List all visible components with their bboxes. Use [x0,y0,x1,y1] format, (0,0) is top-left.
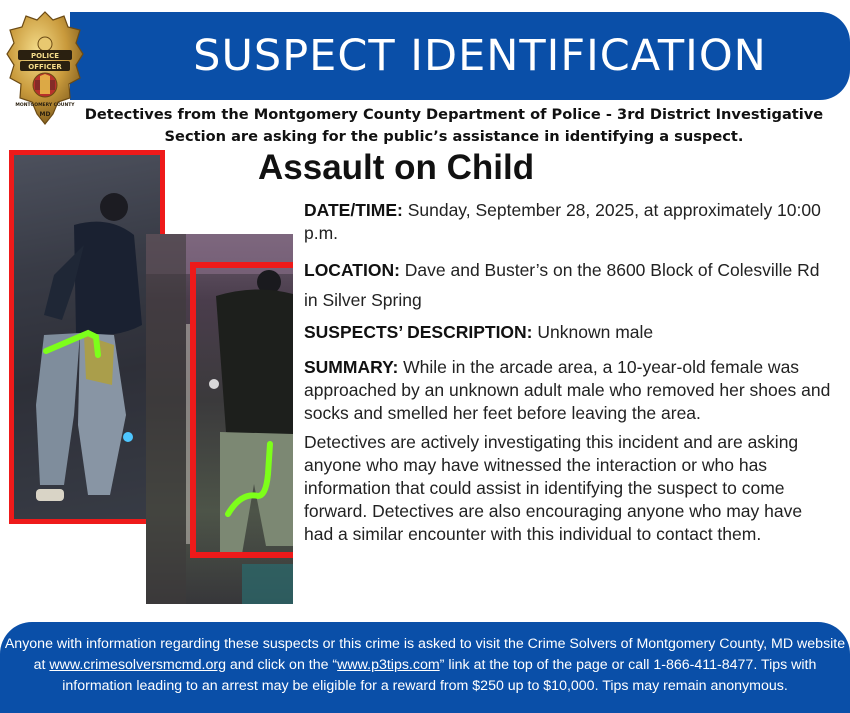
summary-label: SUMMARY: [304,357,399,377]
badge-text-top: POLICE [30,52,60,60]
badge-text-mid: OFFICER [28,63,62,71]
footer-text-1: Anyone with information regarding these suspects or this crime is asked to visit the Crime Solvers of Montgomery County, MD website at [4,636,846,673]
datetime-value: Sunday, September 28, 2025, at approximately 10:00 p.m. [304,200,821,243]
p3tips-link[interactable]: www.p3tips.com [337,657,440,673]
suspects-paragraph [304,321,834,344]
suspects-value: Unknown male [532,322,654,342]
summary-paragraph [304,356,834,425]
location-value: Dave and Buster’s on the 8600 Block of Colesville Rd in Silver Spring [304,260,820,310]
datetime-label: DATE/TIME: [304,200,403,220]
suspects-label: SUSPECTS’ DESCRIPTION: [304,322,533,342]
badge-text-bottom: MONTGOMERY COUNTY [15,103,75,108]
footer-text-3: ” link at the top of the page or call 1-866-411-8477. Tips with information leading to an arrest may be eligible for a reward from $250 up to $10,000. Tips may remain anonymous. [62,657,817,694]
suspect-figure-1 [14,155,160,519]
crimesolvers-link[interactable]: www.crimesolversmcmd.org [49,657,226,673]
case-details [304,199,834,558]
footer-text-2: and click on the “ [225,657,338,673]
location-label: LOCATION: [304,260,400,280]
police-badge-logo [6,10,84,128]
surveillance-photo-1 [9,150,165,524]
summary-value: While in the arcade area, a 10-year-old female was approached by an unknown adult male who removed her shoes and socks and smelled her feet before leaving the area. [304,357,831,423]
datetime-paragraph [304,199,834,245]
badge-text-state: MD [39,111,51,118]
page-title: SUSPECT IDENTIFICATION [193,31,767,81]
location-paragraph [304,255,834,315]
crime-title: Assault on Child [258,148,535,187]
suspect-highlight-frame [190,262,293,558]
intro-text [84,104,824,148]
footer-tip-info [0,622,850,713]
intro-line-1: Detectives from the Montgomery County Department of Police - 3rd District Investigative [84,106,824,123]
title-banner [70,12,850,100]
followup-paragraph: Detectives are actively investigating this incident and are asking anyone who may have witnessed the interaction or who has information that could assist in identifying the suspect to come forward. Detectives are also encouraging anyone who may have had a similar encounter with this individual to contact them. [304,432,803,544]
intro-line-2: Section are asking for the public’s assistance in identifying a suspect. [164,128,744,145]
